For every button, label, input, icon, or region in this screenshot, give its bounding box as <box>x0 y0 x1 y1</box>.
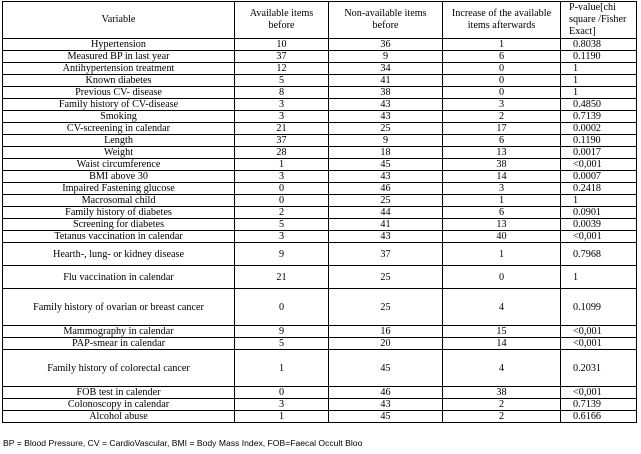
table-row <box>3 266 637 289</box>
table-body <box>3 39 637 423</box>
cell-p-value: <0,001 <box>561 231 637 243</box>
table-row <box>3 171 637 183</box>
cell-variable: Waist circumference <box>3 159 235 171</box>
header-p-value: P-value[chi square /Fisher Exact] <box>561 2 637 39</box>
cell-non-available-before: 37 <box>329 243 443 266</box>
cell-p-value: 0.7968 <box>561 243 637 266</box>
cell-variable: Impaired Fastening glucose <box>3 183 235 195</box>
cell-increase-afterwards: 14 <box>443 338 561 350</box>
cell-available-before: 9 <box>235 243 329 266</box>
cell-non-available-before: 41 <box>329 75 443 87</box>
cell-available-before: 1 <box>235 159 329 171</box>
cell-increase-afterwards: 38 <box>443 159 561 171</box>
table-row <box>3 207 637 219</box>
cell-increase-afterwards: 40 <box>443 231 561 243</box>
table-row <box>3 123 637 135</box>
cell-p-value: 0.7139 <box>561 399 637 411</box>
cell-non-available-before: 43 <box>329 171 443 183</box>
table-row <box>3 326 637 338</box>
cell-non-available-before: 45 <box>329 159 443 171</box>
cell-increase-afterwards: 1 <box>443 243 561 266</box>
table-row <box>3 39 637 51</box>
cell-non-available-before: 44 <box>329 207 443 219</box>
cell-non-available-before: 9 <box>329 135 443 147</box>
cell-p-value: 0.2031 <box>561 350 637 387</box>
cell-available-before: 1 <box>235 411 329 423</box>
cell-variable: Flu vaccination in calendar <box>3 266 235 289</box>
cell-increase-afterwards: 15 <box>443 326 561 338</box>
cell-variable: Weight <box>3 147 235 159</box>
cell-variable: FOB test in calender <box>3 387 235 399</box>
cell-non-available-before: 9 <box>329 51 443 63</box>
cell-variable: Alcohol abuse <box>3 411 235 423</box>
cell-available-before: 3 <box>235 111 329 123</box>
cell-p-value: 1 <box>561 75 637 87</box>
table-row <box>3 183 637 195</box>
cell-increase-afterwards: 0 <box>443 75 561 87</box>
table-row <box>3 243 637 266</box>
cell-p-value: 1 <box>561 63 637 75</box>
cell-non-available-before: 45 <box>329 411 443 423</box>
table-row <box>3 87 637 99</box>
table-row <box>3 75 637 87</box>
cell-non-available-before: 25 <box>329 266 443 289</box>
cell-available-before: 28 <box>235 147 329 159</box>
cell-increase-afterwards: 6 <box>443 51 561 63</box>
cell-available-before: 21 <box>235 123 329 135</box>
cell-non-available-before: 36 <box>329 39 443 51</box>
cell-non-available-before: 46 <box>329 183 443 195</box>
cell-variable: Antihypertension treatment <box>3 63 235 75</box>
cell-increase-afterwards: 2 <box>443 411 561 423</box>
table-row <box>3 411 637 423</box>
cell-available-before: 37 <box>235 51 329 63</box>
table-footnote: BP = Blood Pressure, CV = CardioVascular, BMI = Body Mass Index, FOB=Faecal Occult Bloo <box>3 438 363 448</box>
cell-available-before: 10 <box>235 39 329 51</box>
cell-increase-afterwards: 0 <box>443 87 561 99</box>
cell-non-available-before: 25 <box>329 195 443 207</box>
table-row <box>3 399 637 411</box>
cell-variable: Hearth-, lung- or kidney disease <box>3 243 235 266</box>
cell-p-value: 0.0017 <box>561 147 637 159</box>
cell-increase-afterwards: 2 <box>443 399 561 411</box>
table-row <box>3 111 637 123</box>
cell-available-before: 5 <box>235 219 329 231</box>
cell-p-value: <0,001 <box>561 387 637 399</box>
cell-available-before: 0 <box>235 289 329 326</box>
cell-available-before: 3 <box>235 231 329 243</box>
cell-available-before: 3 <box>235 171 329 183</box>
cell-increase-afterwards: 13 <box>443 147 561 159</box>
table-row <box>3 350 637 387</box>
cell-p-value: 1 <box>561 266 637 289</box>
cell-variable: Family history of ovarian or breast cancer <box>3 289 235 326</box>
cell-variable: Family history of CV-disease <box>3 99 235 111</box>
cell-increase-afterwards: 13 <box>443 219 561 231</box>
cell-p-value: <0,001 <box>561 326 637 338</box>
cell-variable: Macrosomal child <box>3 195 235 207</box>
table-row <box>3 219 637 231</box>
cell-variable: Screening for diabetes <box>3 219 235 231</box>
cell-available-before: 0 <box>235 387 329 399</box>
cell-p-value: 1 <box>561 87 637 99</box>
cell-non-available-before: 25 <box>329 123 443 135</box>
table-row <box>3 51 637 63</box>
header-available-before: Available items before <box>235 2 329 39</box>
cell-p-value: 0.6166 <box>561 411 637 423</box>
cell-variable: Known diabetes <box>3 75 235 87</box>
cell-p-value: <0,001 <box>561 338 637 350</box>
cell-variable: Mammography in calendar <box>3 326 235 338</box>
cell-p-value: 1 <box>561 195 637 207</box>
cell-p-value: <0,001 <box>561 159 637 171</box>
cell-increase-afterwards: 1 <box>443 39 561 51</box>
cell-increase-afterwards: 38 <box>443 387 561 399</box>
table-row <box>3 159 637 171</box>
cell-available-before: 3 <box>235 99 329 111</box>
cell-available-before: 37 <box>235 135 329 147</box>
table-header <box>3 2 637 39</box>
cell-non-available-before: 18 <box>329 147 443 159</box>
cell-available-before: 12 <box>235 63 329 75</box>
cell-p-value: 0.0002 <box>561 123 637 135</box>
results-table <box>2 1 637 423</box>
cell-p-value: 0.8038 <box>561 39 637 51</box>
cell-available-before: 1 <box>235 350 329 387</box>
cell-available-before: 2 <box>235 207 329 219</box>
cell-p-value: 0.1190 <box>561 135 637 147</box>
cell-non-available-before: 38 <box>329 87 443 99</box>
table-row <box>3 231 637 243</box>
header-increase-afterwards: Increase of the available items afterwards <box>443 2 561 39</box>
cell-available-before: 0 <box>235 195 329 207</box>
cell-variable: Previous CV- disease <box>3 87 235 99</box>
cell-p-value: 0.4850 <box>561 99 637 111</box>
cell-p-value: 0.0901 <box>561 207 637 219</box>
cell-available-before: 21 <box>235 266 329 289</box>
table-row <box>3 289 637 326</box>
cell-available-before: 0 <box>235 183 329 195</box>
cell-available-before: 8 <box>235 87 329 99</box>
cell-variable: BMI above 30 <box>3 171 235 183</box>
cell-increase-afterwards: 1 <box>443 195 561 207</box>
cell-variable: Smoking <box>3 111 235 123</box>
cell-available-before: 3 <box>235 399 329 411</box>
cell-variable: CV-screening in calendar <box>3 123 235 135</box>
cell-p-value: 0.0007 <box>561 171 637 183</box>
cell-non-available-before: 34 <box>329 63 443 75</box>
table-row <box>3 135 637 147</box>
cell-non-available-before: 45 <box>329 350 443 387</box>
cell-increase-afterwards: 4 <box>443 350 561 387</box>
cell-p-value: 0.2418 <box>561 183 637 195</box>
cell-variable: Length <box>3 135 235 147</box>
table-row <box>3 195 637 207</box>
cell-increase-afterwards: 0 <box>443 63 561 75</box>
cell-p-value: 0.0039 <box>561 219 637 231</box>
cell-available-before: 9 <box>235 326 329 338</box>
cell-variable: Family history of colorectal cancer <box>3 350 235 387</box>
cell-non-available-before: 43 <box>329 111 443 123</box>
cell-variable: Hypertension <box>3 39 235 51</box>
cell-non-available-before: 20 <box>329 338 443 350</box>
cell-increase-afterwards: 17 <box>443 123 561 135</box>
cell-increase-afterwards: 4 <box>443 289 561 326</box>
cell-variable: Colonoscopy in calendar <box>3 399 235 411</box>
table-row <box>3 63 637 75</box>
cell-increase-afterwards: 6 <box>443 207 561 219</box>
header-variable: Variable <box>3 2 235 39</box>
cell-non-available-before: 43 <box>329 231 443 243</box>
cell-available-before: 5 <box>235 338 329 350</box>
cell-variable: Family history of diabetes <box>3 207 235 219</box>
cell-available-before: 5 <box>235 75 329 87</box>
cell-variable: Tetanus vaccination in calendar <box>3 231 235 243</box>
cell-increase-afterwards: 2 <box>443 111 561 123</box>
cell-non-available-before: 46 <box>329 387 443 399</box>
cell-non-available-before: 25 <box>329 289 443 326</box>
cell-p-value: 0.7139 <box>561 111 637 123</box>
table-row <box>3 387 637 399</box>
cell-variable: PAP-smear in calendar <box>3 338 235 350</box>
cell-increase-afterwards: 3 <box>443 99 561 111</box>
cell-increase-afterwards: 3 <box>443 183 561 195</box>
table-row <box>3 99 637 111</box>
cell-non-available-before: 41 <box>329 219 443 231</box>
cell-increase-afterwards: 0 <box>443 266 561 289</box>
cell-p-value: 0.1190 <box>561 51 637 63</box>
cell-non-available-before: 16 <box>329 326 443 338</box>
cell-variable: Measured BP in last year <box>3 51 235 63</box>
table-row <box>3 147 637 159</box>
cell-increase-afterwards: 6 <box>443 135 561 147</box>
cell-p-value: 0.1099 <box>561 289 637 326</box>
cell-non-available-before: 43 <box>329 399 443 411</box>
header-non-available-before: Non-available items before <box>329 2 443 39</box>
cell-increase-afterwards: 14 <box>443 171 561 183</box>
table-row <box>3 338 637 350</box>
header-row <box>3 2 637 39</box>
cell-non-available-before: 43 <box>329 99 443 111</box>
